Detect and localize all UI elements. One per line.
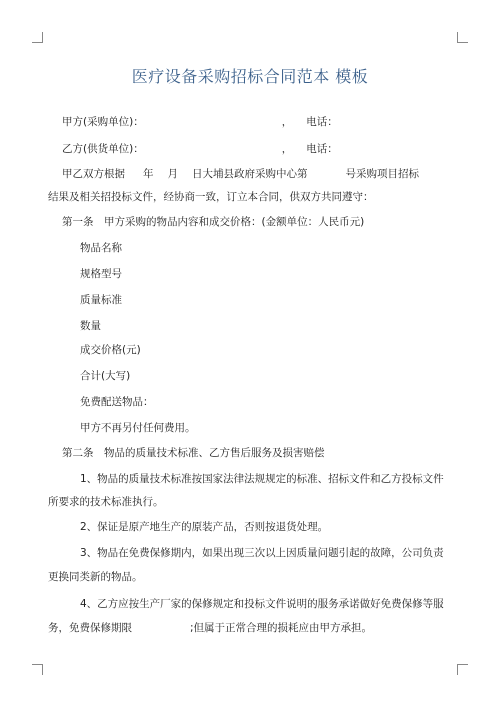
- party-a-comma: ，: [281, 116, 293, 128]
- crop-mark-bottom-left: [32, 664, 43, 675]
- clause-4-text-a: 务，免费保修期限: [48, 622, 132, 634]
- party-b-label: 乙方(供货单位)：: [62, 143, 144, 155]
- intro-text-2: 日大埔县政府采购中心第: [192, 168, 308, 180]
- field-quantity: 数量: [80, 320, 101, 332]
- clause-4-text-b: ;但属于正常合理的损耗应由甲方承担。: [190, 622, 373, 634]
- clause-1-line-1: 1、物品的质量技术标准按国家法律法规规定的标准、招标文件和乙方投标文件: [80, 473, 444, 485]
- party-b-phone-label: 电话：: [306, 143, 338, 155]
- clause-3-line-2: 更换同类新的物品。: [48, 571, 143, 583]
- clause-1-line-2: 所要求的技术标准执行。: [48, 496, 164, 508]
- field-free-delivery: 免费配送物品：: [80, 396, 154, 408]
- clause-3-line-1: 3、物品在免费保修期内，如果出现三次以上因质量问题引起的故障，公司负责: [80, 547, 444, 559]
- article-2-heading: 第二条 物品的质量技术标准、乙方售后服务及损害赔偿: [62, 447, 325, 459]
- crop-mark-top-left: [32, 32, 43, 43]
- party-b-comma: ，: [281, 143, 293, 155]
- crop-mark-bottom-right: [457, 664, 468, 675]
- party-a-line: [62, 115, 338, 129]
- intro-line-2: 结果及相关招投标文件，经协商一致，订立本合同，供双方共同遵守：: [48, 191, 374, 203]
- intro-text-1: 甲乙双方根据: [62, 168, 125, 180]
- article-1-heading: 第一条 甲方采购的物品内容和成交价格：(金额单位：人民币元): [62, 216, 365, 228]
- field-total-uppercase: 合计(大写): [80, 370, 131, 382]
- document-title: 医疗设备采购招标合同范本 模板: [131, 67, 369, 86]
- intro-year: 年: [143, 168, 154, 180]
- field-no-extra-fee: 甲方不再另付任何费用。: [80, 422, 196, 434]
- crop-mark-top-right: [457, 32, 468, 43]
- party-a-label: 甲方(采购单位)：: [62, 116, 144, 128]
- intro-line-1: [62, 167, 419, 181]
- field-deal-price: 成交价格(元): [80, 344, 141, 356]
- intro-month: 月: [167, 168, 178, 180]
- clause-2: 2、保证是原产地生产的原装产品，否则按退货处理。: [80, 521, 329, 533]
- field-spec-model: 规格型号: [80, 268, 122, 280]
- clause-4-line-2: [48, 621, 372, 635]
- party-b-line: [62, 142, 338, 156]
- field-item-name: 物品名称: [80, 242, 122, 254]
- clause-4-line-1: 4、乙方应按生产厂家的保修规定和投标文件说明的服务承诺做好免费保修等服: [80, 598, 444, 610]
- field-quality-standard: 质量标准: [80, 294, 122, 306]
- party-a-phone-label: 电话：: [306, 116, 338, 128]
- intro-text-3: 号采购项目招标: [345, 168, 419, 180]
